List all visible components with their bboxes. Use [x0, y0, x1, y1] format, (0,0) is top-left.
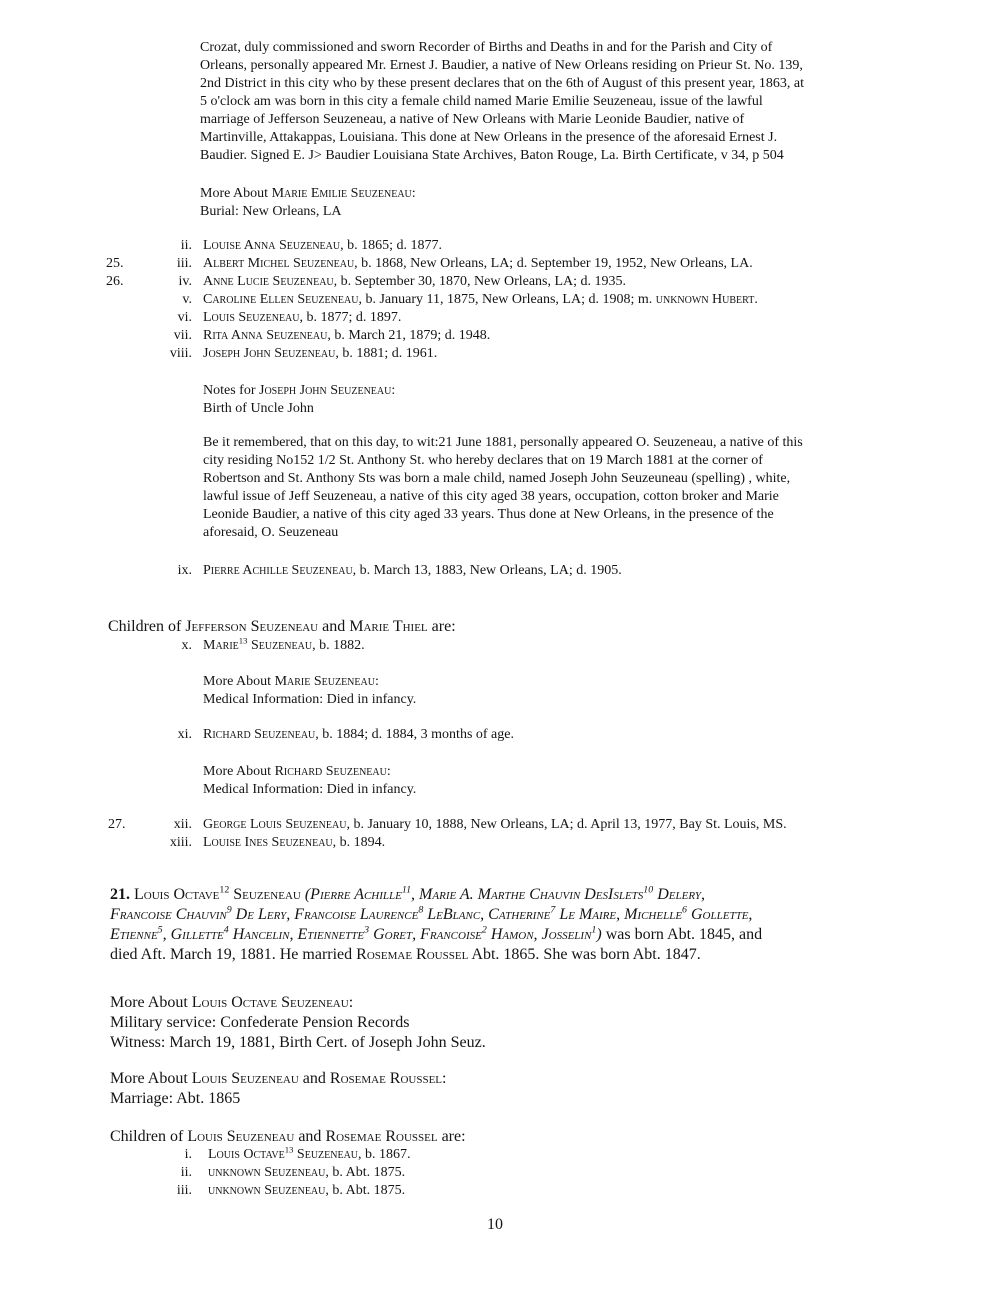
children-heading-roussel: Children of Louis Seuzeneau and Rosemae Roussel are: [110, 1128, 466, 1145]
text-line: Baudier. Signed E. J> Baudier Louisiana State Archives, Baton Rouge, La. Birth Certificate, v 34, p 504 [200, 148, 784, 163]
text-line: Leonide Baudier, a native of this city aged 33 years. Thus done at New Orleans, in the presence of the [203, 507, 774, 522]
text-line: Crozat, duly commissioned and sworn Recorder of Births and Deaths in and for the Parish and City of [200, 40, 773, 55]
notes-joseph: Notes for Joseph John Seuzeneau: Birth of Uncle John [203, 383, 396, 416]
entry-21: 21. Louis Octave$^{12}$ Seuzeneau (Pierre Achille$^{11}$, Marie A. Marthe Chauvin DesIslets$^{10}$ Delery, Francoise Chauvin$^9$ De Lery, Francoise Laurence$^8$ LeBlanc, Catherine$^7$ Le Maire, Michelle$^6$ Gollette, Etienne$^5$, Gillette$^4$ Hancelin, Etiennette$^3$ Goret, Francoise$^2$ Hamon, Josselin$^1$) was born Abt. 1845, and died Aft. March 19, 1881. He married Rosemae Roussel Abt. 1865. She was born Abt. 1847. [110, 884, 763, 963]
text-line: city residing No152 1/2 St. Anthony St. who hereby declares that on 19 March 1881 at the corner of [203, 453, 763, 468]
children-heading-thiel: Children of Jefferson Seuzeneau and Marie Thiel are: [108, 618, 456, 635]
birth-record-paragraph-joseph [203, 434, 883, 542]
text-line: Be it remembered, that on this day, to wit:21 June 1881, personally appeared O. Seuzeneau, a native of this [203, 435, 803, 450]
text-line: aforesaid, O. Seuzeneau [203, 525, 339, 540]
more-about-richard: More About Richard Seuzeneau: Medical Information: Died in infancy. [203, 764, 417, 797]
page-number: 10 [487, 1216, 503, 1233]
more-about-couple: More About Louis Seuzeneau and Rosemae Roussel: Marriage: Abt. 1865 [110, 1070, 447, 1107]
text-line: 5 o'clock am was born in this city a female child named Marie Emilie Seuzeneau, issue of the lawful [200, 94, 763, 109]
more-about-louis: More About Louis Octave Seuzeneau: Military service: Confederate Pension Records Witness: March 19, 1881, Birth Cert. of Joseph John Seuz. [110, 994, 486, 1051]
text-line: Martinville, Attakappas, Louisiana. This done at New Orleans in the presence of the aforesaid Ernest J. [200, 130, 778, 145]
more-about-emilie: More About Marie Emilie Seuzeneau: Burial: New Orleans, LA [200, 186, 416, 219]
birth-record-paragraph [200, 39, 880, 165]
text-line: marriage of Jefferson Seuzeneau, a native of New Orleans with Marie Leonide Baudier, native of [200, 112, 745, 127]
text-line: Orleans, personally appeared Mr. Ernest J. Baudier, a native of New Orleans residing on Prieur St. No. 139, [200, 58, 803, 73]
text-line: 2nd District in this city who by these present declares that on the 6th of August of this present year, 1863, at [200, 76, 805, 91]
text-line: Robertson and St. Anthony Sts was born a male child, named Joseph John Seuzeuneau (spelling) , white, [203, 471, 791, 486]
more-about-marie: More About Marie Seuzeneau: Medical Information: Died in infancy. [203, 674, 417, 707]
text-line: lawful issue of Jeff Seuzeneau, a native of this city aged 38 years, occupation, cotton broker and Marie [203, 489, 779, 504]
